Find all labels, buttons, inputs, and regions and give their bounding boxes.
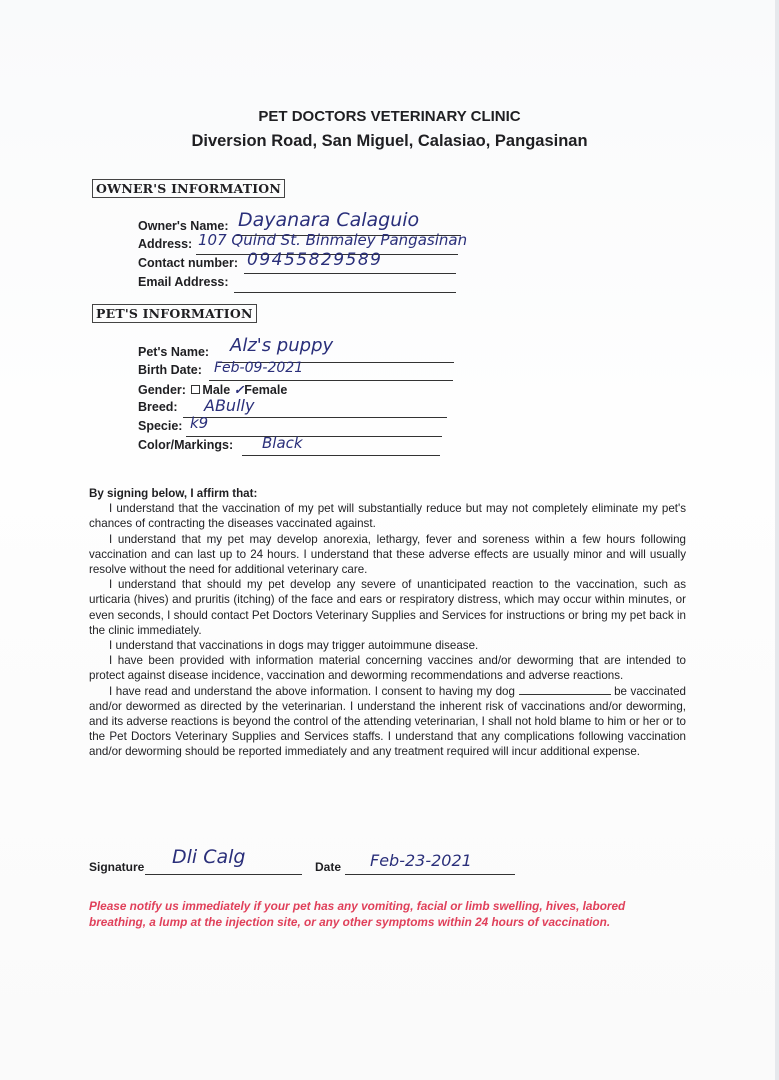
pet-name-label: Pet's Name: bbox=[138, 345, 210, 359]
color-value: Black bbox=[262, 434, 303, 452]
address-value: 107 Quind St. Binmaley Pangasinan bbox=[198, 231, 468, 249]
gender-label: Gender: bbox=[138, 383, 186, 397]
date-label: Date bbox=[315, 860, 342, 874]
consent-paragraph-6b: be vaccinated and/or dewormed as directed by the veterinarian. I understand the inherent risk of vaccinations and/or deworming, and its adverse reactions is beyond the control of the attending veterinarian, I shall not hold blame to him or her or to the Pet Doctors Veterinary Supplies and Services staffs. I understand that any complications following vaccination and/or deworming should be reported immediately and any treatment required will incur additional expense. bbox=[89, 684, 686, 759]
consent-intro: By signing below, I affirm that: bbox=[89, 487, 258, 500]
birth-date-line bbox=[209, 380, 453, 381]
date-line bbox=[345, 874, 515, 875]
gender-male-option: Male bbox=[202, 383, 231, 397]
consent-paragraph-3: I understand that should my pet develop any severe of unanticipated reaction to the vaccination, such as urticaria (hives) and pruritis (itching) of the face and ears or respiratory distress, which may occur within minutes, or even seconds, I should contact Pet Doctors Veterinary Supplies and Services for instructions or bring my pet back in the clinic immediately. bbox=[89, 578, 686, 637]
gender-female-option: Female bbox=[244, 383, 288, 397]
clinic-address: Diversion Road, San Miguel, Calasiao, Pangasinan bbox=[191, 132, 588, 150]
owner-section-title: OWNER'S INFORMATION bbox=[92, 179, 285, 198]
male-checkbox bbox=[191, 385, 200, 394]
clinic-name: PET DOCTORS VETERINARY CLINIC bbox=[258, 108, 521, 125]
contact-value: 09455829589 bbox=[247, 250, 383, 270]
signature-value: Dli Calg bbox=[172, 846, 246, 868]
breed-line bbox=[183, 417, 447, 418]
consent-paragraph-4: I understand that vaccinations in dogs may trigger autoimmune disease. bbox=[109, 639, 479, 653]
specie-line bbox=[186, 436, 442, 437]
color-line bbox=[242, 455, 440, 456]
consent-paragraph-6 bbox=[89, 684, 686, 760]
owner-name-label: Owner's Name: bbox=[138, 219, 229, 233]
signature-label: Signature bbox=[89, 860, 145, 874]
breed-label: Breed: bbox=[138, 400, 178, 414]
specie-value: k9 bbox=[190, 414, 209, 432]
pet-section-title: PET'S INFORMATION bbox=[92, 304, 257, 323]
female-check-mark: ✓ bbox=[233, 383, 245, 397]
consent-paragraph-5: I have been provided with information material concerning vaccines and/or deworming that are intended to protect against disease incidence, vaccination and deworming recommendations and adverse reactions. bbox=[89, 654, 686, 683]
email-line bbox=[234, 292, 456, 293]
email-label: Email Address: bbox=[138, 275, 229, 289]
specie-label: Specie: bbox=[138, 419, 183, 433]
breed-value: ABully bbox=[204, 396, 255, 415]
contact-label: Contact number: bbox=[138, 256, 238, 270]
consent-statements bbox=[89, 486, 686, 760]
birth-date-value: Feb-09-2021 bbox=[214, 360, 304, 376]
gender-row bbox=[138, 382, 287, 397]
page-edge bbox=[775, 0, 779, 1080]
dog-name-blank bbox=[519, 684, 611, 695]
color-label: Color/Markings: bbox=[138, 438, 234, 452]
symptom-notice: Please notify us immediately if your pet has any vomiting, facial or limb swelling, hives, labored breathing, a lump at the injection site, or any other symptoms within 24 hours of vaccination. bbox=[89, 899, 626, 929]
pet-name-value: Alz's puppy bbox=[230, 335, 334, 356]
signature-line bbox=[145, 874, 302, 875]
birth-date-label: Birth Date: bbox=[138, 363, 202, 377]
consent-paragraph-2: I understand that my pet may develop anorexia, lethargy, fever and soreness within a few hours following vaccination and can last up to 24 hours. I understand that these adverse effects are usually minor and will usually resolve without the need for additional veterinary care. bbox=[89, 532, 686, 577]
contact-line bbox=[244, 273, 456, 274]
address-label: Address: bbox=[138, 237, 193, 251]
consent-paragraph-1: I understand that the vaccination of my pet will substantially reduce but may not completely eliminate my pet's chances of contracting the diseases vaccinated against. bbox=[89, 502, 686, 531]
date-value: Feb-23-2021 bbox=[370, 851, 472, 870]
owner-name-value: Dayanara Calaguio bbox=[238, 209, 420, 231]
consent-paragraph-6a: I have read and understand the above information. I consent to having my dog bbox=[109, 684, 515, 698]
